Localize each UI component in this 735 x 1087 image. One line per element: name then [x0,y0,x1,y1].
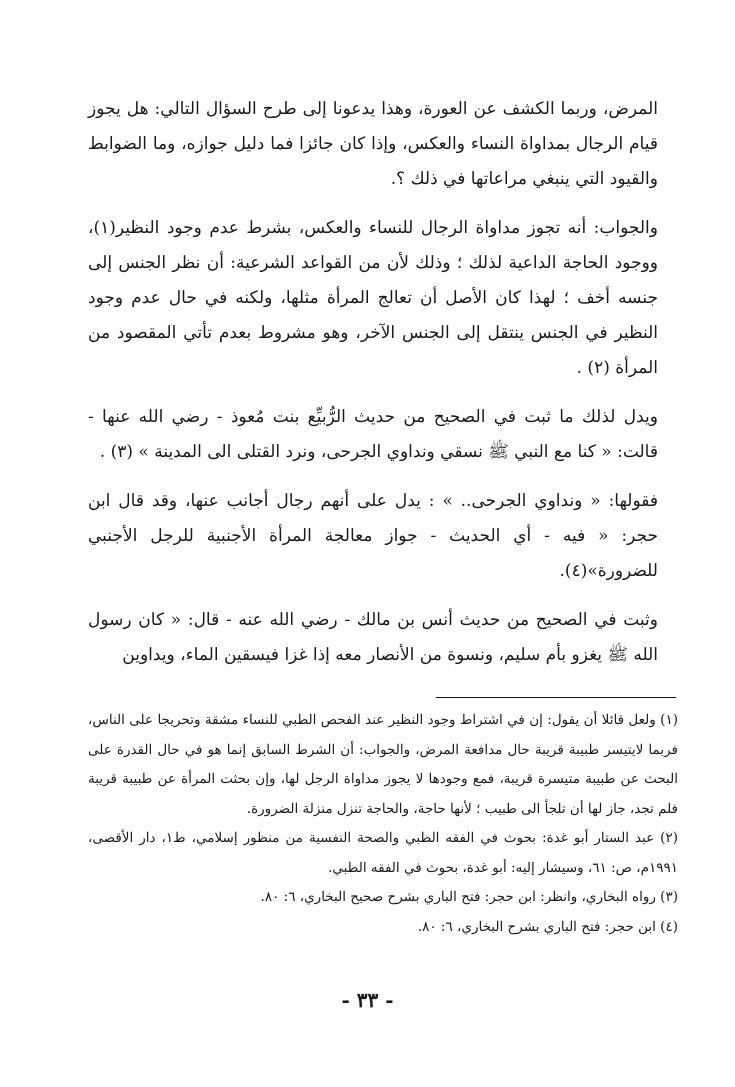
footnote-2: (٢) عبد الستار أبو غدة: بحوث في الفقه الطبي والصحة النفسية من منظور إسلامي، ط١، دار الأقصى، ١٩٩١م، ص: ٦١، وسيشار إليه: أبو غدة، بحوث في الفقه الطبي. [88,830,678,876]
footnote-3: (٣) رواه البخاري، وانظر: ابن حجر: فتح الباري بشرح صحيح البخاري، ٦: ٨٠. [260,889,678,905]
footnotes [88,706,678,942]
paragraph-1: المرض، وربما الكشف عن العورة، وهذا يدعونا إلى طرح السؤال التالي: هل يجوز قيام الرجال بمداواة النساء والعكس، وإذا كان جائزا فما دليل جوازه، وما الضوابط والقيود التي ينبغي مراعاتها في ذلك ؟. [88,99,658,189]
paragraph-4: فقولها: « ونداوي الجرحى.. » : يدل على أنهم رجال أجانب عنها، وقد قال ابن حجر: « فيه - أي الحديث - جواز معالجة المرأة الأجنبية للرجل الأجنبي للضرورة»(٤). [88,491,658,581]
main-text [88,92,658,687]
paragraph-3: ويدل لذلك ما ثبت في الصحيح من حديث الرُّبيِّع بنت مُعوذ - رضي الله عنها - قالت: « كنا مع النبي ﷺ نسقي ونداوي الجرحى، ونرد القتلى الى المدينة » (٣) . [88,407,658,462]
paragraph-2: والجواب: أنه تجوز مداواة الرجال للنساء والعكس، بشرط عدم وجود النظير(١)، ووجود الحاجة الداعية لذلك ؛ وذلك لأن من القواعد الشرعية: أن نظر الجنس إلى جنسه أخف ؛ لهذا كان الأصل أن تعالج المرأة مثلها، ولكنه في حال عدم وجود النظير في الجنس ينتقل إلى الجنس الآخر، وهو مشروط بعدم تأتي المقصود من المرأة (٢) . [88,218,658,378]
page-number: - ٣٣ - [341,988,394,1012]
footnote-separator [436,697,676,698]
footnote-4: (٤) ابن حجر: فتح الباري بشرح البخاري، ٦: ٨٠. [417,918,678,935]
footnote-1: (١) ولعل قائلا أن يقول: إن في اشتراط وجود النظير عند الفحص الطبي للنساء مشقة وتحريجا على الناس، فربما لايتيسر طبيبة قريبة حال مدافعة المرض، والجواب: أن الشرط السابق إنما هو في حال القدرة على البحث عن طبيبة متيسرة قريبة، فمع وجودها لا يجوز مداواة الرجل لها، وإن بحثت المرأة عن طبيبة قريبة فلم تجد، جاز لها أن تلجأ الى طبيب ؛ لأنها حاجة، والحاجة تنزل منزلة الضرورة. [88,712,678,817]
paragraph-5: وثبت في الصحيح من حديث أنس بن مالك - رضي الله عنه - قال: « كان رسول الله ﷺ يغزو بأم سليم، ونسوة من الأنصار معه إذا غزا فيسقين الماء، ويداوين [88,610,658,665]
